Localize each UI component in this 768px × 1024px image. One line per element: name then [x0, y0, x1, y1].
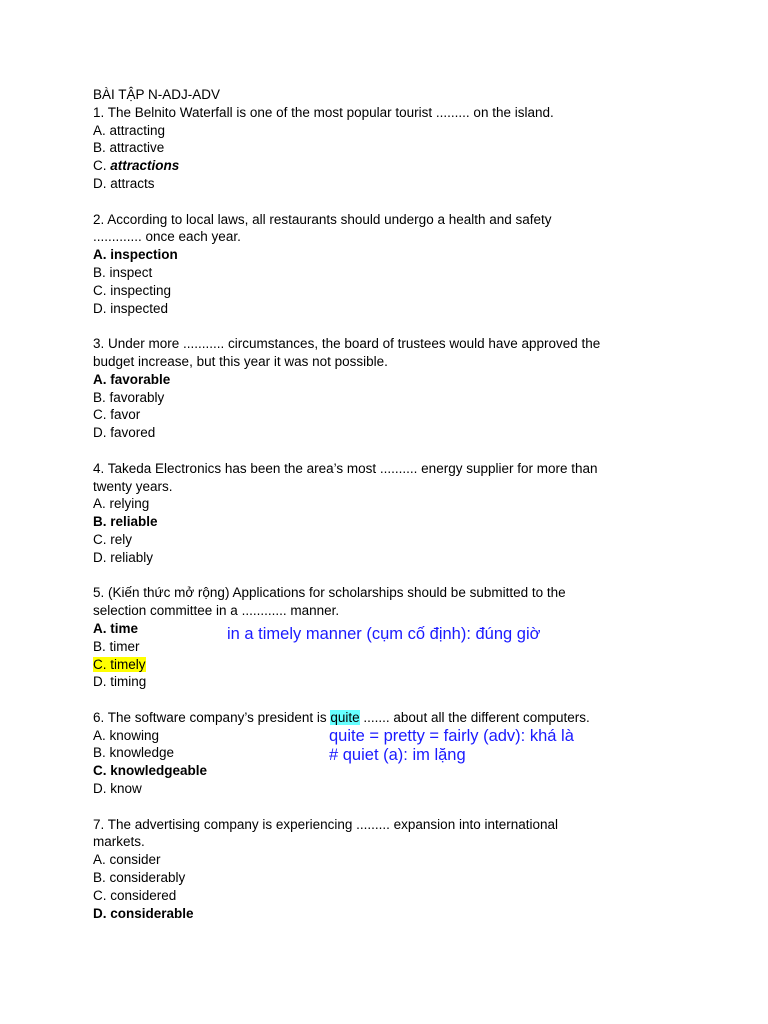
- question-5-option-a: A. time: [93, 620, 139, 636]
- question-3-option-c: C. favor: [93, 407, 141, 423]
- question-7: [93, 816, 653, 923]
- question-6-option-d: D. know: [93, 781, 142, 797]
- question-1-option-b: B. attractive: [93, 140, 165, 156]
- question-4: [93, 460, 653, 567]
- question-6-stem: [93, 709, 653, 727]
- question-2-option-b: B. inspect: [93, 264, 153, 280]
- question-2-stem-line-1: 2. According to local laws, all restaurants should undergo a health and safety: [93, 211, 552, 227]
- question-3-stem-line-1: 3. Under more ........... circumstances, the board of trustees would have approved the: [93, 336, 601, 352]
- question-6-note-line-1: quite = pretty = fairly (adv): khá là: [329, 727, 574, 745]
- question-6-note-line-2: # quiet (a): im lặng: [329, 746, 466, 764]
- question-5-option-c: [93, 656, 653, 674]
- question-3-option-d: D. favored: [93, 425, 156, 441]
- question-2-option-c: C. inspecting: [93, 282, 172, 298]
- stem-before: 6. The software company’s president is: [93, 709, 331, 725]
- question-7-option-a: A. consider: [93, 852, 161, 868]
- question-2: [93, 211, 653, 318]
- question-4-stem-line-1: 4. Takeda Electronics has been the area’s most .......... energy supplier for more than: [93, 460, 598, 476]
- question-3: [93, 335, 653, 442]
- question-7-stem-line-2: markets.: [93, 834, 145, 850]
- question-4-option-a: A. relying: [93, 496, 150, 512]
- question-2-option-a: A. inspection: [93, 247, 178, 263]
- question-2-stem-line-2: ............. once each year.: [93, 229, 241, 245]
- question-2-option-d: D. inspected: [93, 300, 169, 316]
- question-6-option-b: B. knowledge: [93, 745, 175, 761]
- question-4-stem-line-2: twenty years.: [93, 478, 173, 494]
- stem-after: ....... about all the different computers.: [359, 709, 590, 725]
- question-3-option-b: B. favorably: [93, 389, 165, 405]
- question-5-stem-line-1: 5. (Kiến thức mở rộng) Applications for scholarships should be submitted to the: [93, 585, 566, 601]
- question-3-stem-line-2: budget increase, but this year it was not possible.: [93, 353, 388, 369]
- question-7-option-c: C. considered: [93, 887, 177, 903]
- question-5-option-d: D. timing: [93, 674, 147, 690]
- question-6-option-c: C. knowledgeable: [93, 763, 208, 779]
- question-5-stem-line-2: selection committee in a ............ manner.: [93, 603, 340, 619]
- question-6-option-a: A. knowing: [93, 727, 160, 743]
- option-c-prefix: C.: [93, 158, 111, 174]
- question-7-option-b: B. considerably: [93, 870, 186, 886]
- question-4-option-b: B. reliable: [93, 514, 158, 530]
- question-1: [93, 104, 653, 193]
- question-5-option-b: B. timer: [93, 638, 140, 654]
- question-1-answer: attractions: [110, 158, 180, 174]
- question-5-answer-highlight: C. timely: [93, 656, 146, 672]
- question-4-option-d: D. reliably: [93, 549, 154, 565]
- question-7-stem-line-1: 7. The advertising company is experiencing ......... expansion into international: [93, 816, 559, 832]
- worksheet-title: BÀI TẬP N-ADJ-ADV: [93, 87, 221, 102]
- question-1-option-d: D. attracts: [93, 175, 155, 191]
- worksheet: [93, 86, 653, 922]
- question-5-handwritten-note: in a timely manner (cụm cố định): đúng giờ: [227, 625, 541, 643]
- question-7-option-d: D. considerable: [93, 905, 194, 921]
- question-1-option-c: [93, 157, 653, 175]
- question-1-stem: 1. The Belnito Waterfall is one of the most popular tourist ......... on the island.: [93, 104, 554, 120]
- question-1-option-a: A. attracting: [93, 122, 166, 138]
- question-6-keyword-highlight: quite: [330, 709, 360, 725]
- question-3-option-a: A. favorable: [93, 371, 171, 387]
- question-4-option-c: C. rely: [93, 531, 133, 547]
